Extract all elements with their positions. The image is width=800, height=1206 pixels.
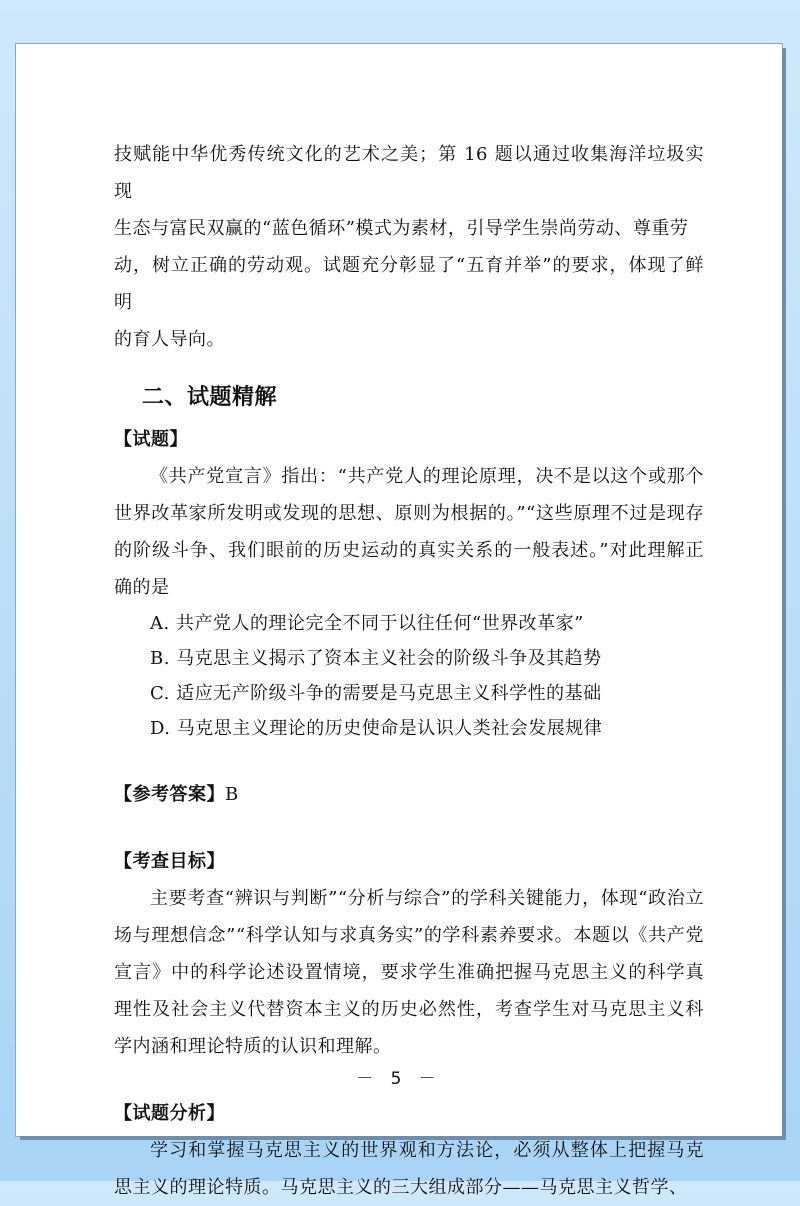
section-title: 二、试题精解: [142, 385, 278, 410]
page-number: － 5 －: [356, 1069, 442, 1089]
answer-line: [114, 776, 704, 813]
option-a: A. 共产党人的理论完全不同于以往任何“世界改革家”: [150, 613, 584, 634]
intro-line-4: 的育人导向。: [114, 329, 225, 350]
analysis-text: 学习和掌握马克思主义的世界观和方法论，必须从整体上把握马克思主义的理论特质。马克思主义的三大组成部分——马克思主义哲学、: [114, 1140, 704, 1198]
option-d: D. 马克思主义理论的历史使命是认识人类社会发展规律: [150, 718, 603, 739]
analysis-label: 【试题分析】: [114, 1103, 225, 1124]
intro-line-3: 动，树立正确的劳动观。试题充分彰显了“五育并举”的要求，体现了鲜明: [114, 255, 704, 313]
page-content: [114, 136, 704, 1206]
intro-line-1: 技赋能中华优秀传统文化的艺术之美；第 16 题以通过收集海洋垃圾实现: [114, 144, 704, 202]
intro-line-2: 生态与富民双赢的“蓝色循环”模式为素材，引导学生崇尚劳动、尊重劳: [114, 218, 689, 239]
document-page: [16, 44, 782, 1198]
option-c: C. 适应无产阶级斗争的需要是马克思主义科学性的基础: [150, 683, 602, 704]
objective-label: 【考查目标】: [114, 851, 225, 872]
answer-label: 【参考答案】: [114, 784, 225, 805]
objective-text: 主要考查“辨识与判断”“分析与综合”的学科关键能力，体现“政治立场与理想信念”“科学认知与求真务实”的学科素养要求。本题以《共产党宣言》中的科学论述设置情境，要求学生准确把握马克思主义的科学真理性及社会主义代替资本主义的历史必然性，考查学生对马克思主义科学内涵和理论特质的认识和理解。: [114, 888, 704, 1057]
option-b: B. 马克思主义揭示了资本主义社会的阶级斗争及其趋势: [150, 648, 602, 669]
question-stem: 《共产党宣言》指出：“共产党人的理论原理，决不是以这个或那个世界改革家所发明或发现的思想、原则为根据的。”“这些原理不过是现存的阶级斗争、我们眼前的历史运动的真实关系的一般表述。”对此理解正确的是: [114, 466, 704, 598]
question-label: 【试题】: [114, 429, 188, 450]
answer-value: B: [225, 784, 239, 805]
